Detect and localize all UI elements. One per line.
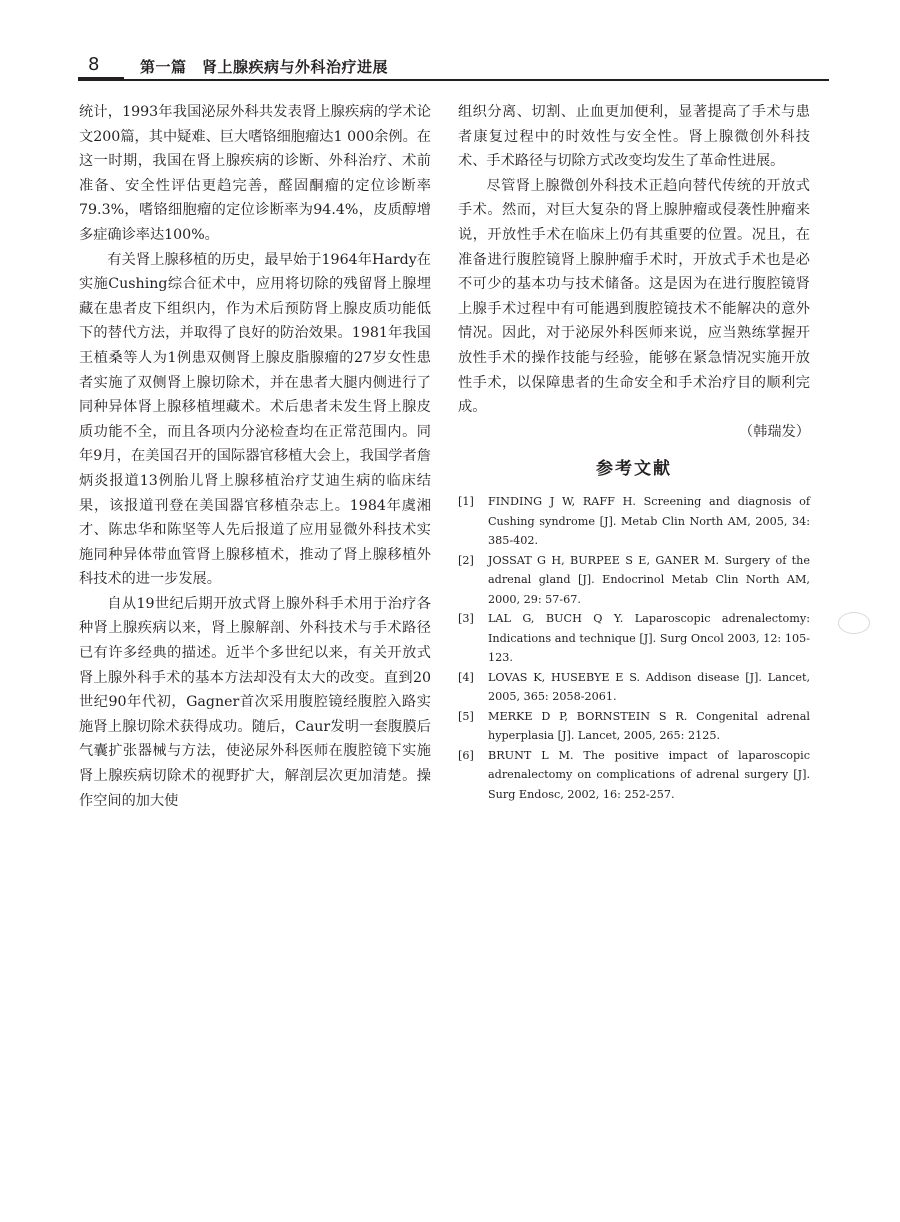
reference-text: JOSSAT G H, BURPEE S E, GANER M. Surgery of the adrenal gland [J]. Endocrinol Metab Clin North AM, 2000, 29: 57-67. xyxy=(488,553,810,606)
left-column xyxy=(79,100,431,813)
author-signature: （韩瑞发） xyxy=(739,423,810,440)
watermark-stamp xyxy=(838,612,870,634)
reference-item xyxy=(458,707,810,746)
reference-item xyxy=(458,492,810,551)
reference-item xyxy=(458,609,810,668)
reference-list xyxy=(458,492,810,804)
reference-number: [4] xyxy=(458,670,474,684)
body-paragraph: 尽管肾上腺微创外科技术正趋向替代传统的开放式手术。然而，对巨大复杂的肾上腺肿瘤或侵袭性肿瘤来说，开放性手术在临床上仍有其重要的位置。况且，在准备进行腹腔镜肾上腺肿瘤手术时，开放式手术也是必不可少的基本功与技术储备。这是因为在进行腹腔镜肾上腺手术过程中有可能遇到腹腔镜技术不能解决的意外情况。因此，对于泌尿外科医师来说，应当熟练掌握开放性手术的操作技能与经验，能够在紧急情况实施开放性手术，以保障患者的生命安全和手术治疗目的顺利完成。 xyxy=(458,177,810,416)
reference-number: [6] xyxy=(458,748,474,762)
reference-number: [1] xyxy=(458,495,474,509)
reference-number: [3] xyxy=(458,612,474,626)
reference-number: [2] xyxy=(458,553,474,567)
reference-text: BRUNT L M. The positive impact of laparoscopic adrenalectomy on complications of adrenal surgery [J]. Surg Endosc, 2002, 16: 252-257. xyxy=(488,748,810,801)
reference-item xyxy=(458,668,810,707)
running-header xyxy=(78,52,829,82)
reference-item xyxy=(458,746,810,805)
body-paragraph: 有关肾上腺移植的历史，最早始于1964年Hardy在实施Cushing综合征术中，应用将切除的残留肾上腺埋藏在患者皮下组织内，作为术后预防肾上腺皮质功能低下的替代方法，并取得了良好的防治效果。1981年我国王植桑等人为1例患双侧肾上腺皮脂腺瘤的27岁女性患者实施了双侧肾上腺切除术，并在患者大腿内侧进行了同种异体肾上腺移植埋藏术。术后患者未发生肾上腺皮质功能不全，而且各项内分泌检查均在正常范围内。同年9月，在美国召开的国际器官移植大会上，我国学者詹炳炎报道13例胎儿肾上腺移植治疗艾迪生病的临床结果，该报道刊登在美国器官移植杂志上。1984年虞湘才、陈忠华和陈坚等人先后报道了应用显微外科技术实施同种异体带血管肾上腺移植术，推动了肾上腺移植外科技术的进一步发展。 xyxy=(79,251,431,588)
right-column xyxy=(458,100,810,804)
reference-item xyxy=(458,551,810,610)
body-paragraph: 组织分离、切割、止血更加便利，显著提高了手术与患者康复过程中的时效性与安全性。肾上腺微创外科技术、手术路径与切除方式改变均发生了革命性进展。 xyxy=(458,104,810,170)
header-rule xyxy=(78,79,829,81)
reference-text: FINDING J W, RAFF H. Screening and diagnosis of Cushing syndrome [J]. Metab Clin North AM, 2005, 34: 385-402. xyxy=(488,495,810,548)
references-heading: 参考文献 xyxy=(596,459,672,480)
body-paragraph: 统计，1993年我国泌尿外科共发表肾上腺疾病的学术论文200篇，其中疑难、巨大嗜铬细胞瘤达1 000余例。在这一时期，我国在肾上腺疾病的诊断、外科治疗、术前准备、安全性评估更趋完善，醛固酮瘤的定位诊断率79.3%，嗜铬细胞瘤的定位诊断率为94.4%，皮质醇增多症确诊率达100%。 xyxy=(79,104,431,243)
running-title: 第一篇 肾上腺疾病与外科治疗进展 xyxy=(140,58,389,76)
page-number: 8 xyxy=(88,54,100,75)
reference-text: MERKE D P, BORNSTEIN S R. Congenital adrenal hyperplasia [J]. Lancet, 2005, 265: 2125. xyxy=(488,709,810,743)
reference-number: [5] xyxy=(458,709,474,723)
body-paragraph: 自从19世纪后期开放式肾上腺外科手术用于治疗各种肾上腺疾病以来，肾上腺解剖、外科技术与手术路径已有许多经典的描述。近半个多世纪以来，有关开放式肾上腺外科手术的基本方法却没有太大的改变。直到20世纪90年代初，Gagner首次采用腹腔镜经腹腔入路实施肾上腺切除术获得成功。随后，Caur发明一套腹膜后气囊扩张器械与方法，使泌尿外科医师在腹腔镜下实施肾上腺疾病切除术的视野扩大，解剖层次更加清楚。操作空间的加大使 xyxy=(79,595,431,809)
reference-text: LOVAS K, HUSEBYE E S. Addison disease [J]. Lancet, 2005, 365: 2058-2061. xyxy=(488,670,810,704)
reference-text: LAL G, BUCH Q Y. Laparoscopic adrenalectomy: Indications and technique [J]. Surg Oncol 2003, 12: 105-123. xyxy=(488,612,810,665)
